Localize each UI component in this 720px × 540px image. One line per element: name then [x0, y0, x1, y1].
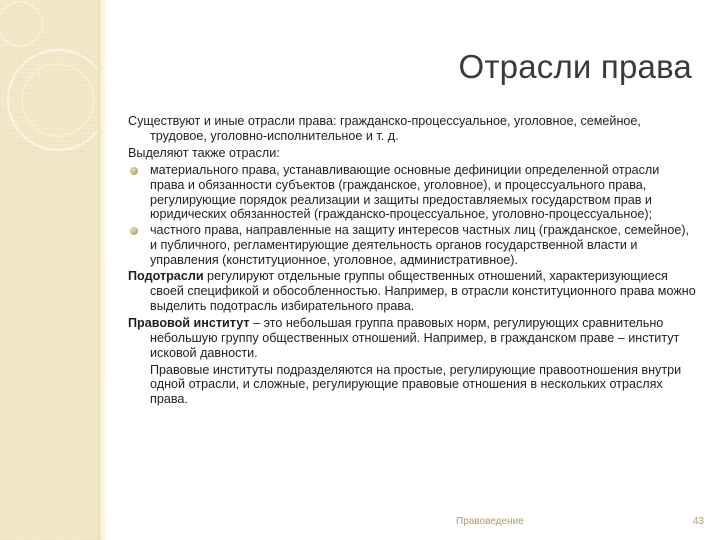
slide-title: Отрасли права	[458, 48, 692, 85]
side-panel-edge	[98, 0, 108, 540]
slide-body	[128, 114, 696, 409]
bullet-icon	[130, 167, 138, 175]
paragraph-closing: Правовые институты подразделяются на простые, регулирующие правоотношения внутри одной отрасли, и сложные, регулирующие правовые отношения в нескольких отраслях права.	[150, 362, 682, 407]
term-subbranches: Подотрасли	[128, 269, 204, 284]
list-item	[128, 223, 696, 268]
list-item	[128, 163, 696, 223]
page-number: 43	[692, 516, 704, 527]
paragraph-subbranches	[128, 269, 696, 314]
bullet-text: частного права, направленные на защиту интересов частных лиц (гражданское, семейное), и публичного, регламентирующие деятельность органов государственной власти и управления (конституционное, уголовное, административное).	[150, 223, 690, 268]
decorative-side-panel	[0, 0, 98, 540]
term-institute: Правовой институт	[128, 315, 250, 330]
definition-subbranches: регулируют отдельные группы общественных отношений, характеризующиеся своей спецификой и обособленностью. Например, в отрасли конституционного права можно выделить подотрасль избирательного права.	[150, 269, 696, 313]
bullet-icon	[130, 227, 138, 235]
bullet-text: материального права, устанавливающие основные дефиниции определенной отрасли права и обязанности субъектов (гражданское, уголовное), и процессуального права, регулирующие порядок реализации и защиты предоставляемых государством прав и юридических обязанностей (гражданско-процессуальное, уголовно-процессуальное);	[150, 162, 660, 222]
definition-institute: – это небольшая группа правовых норм, регулирующих сравнительно небольшую группу общественных отношений. Например, в гражданском праве – институт исковой давности.	[150, 315, 680, 360]
decorative-circles	[0, 0, 98, 540]
paragraph-also-branches: Выделяют также отрасли:	[128, 145, 280, 160]
paragraph-other-branches: Существуют и иные отрасли права: гражданско-процессуальное, уголовное, семейное, трудовое, уголовно-исполнительное и т. д.	[128, 114, 641, 143]
paragraph-institute	[128, 316, 696, 361]
footer-label: Правоведение	[456, 516, 524, 527]
